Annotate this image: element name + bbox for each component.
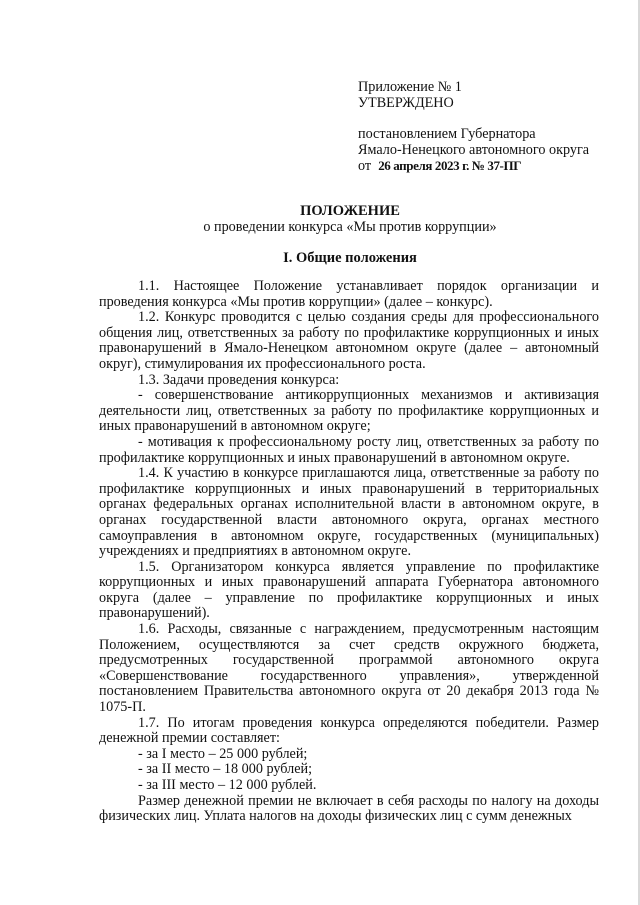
- order-date: 26 апреля 2023 г. № 37-ПГ: [378, 158, 522, 173]
- paragraph-1-2: 1.2. Конкурс проводится с целью создания среды для профессионального общения лиц, ответственных за работу по профилактике коррупционных и иных правонарушений в Ямало-Ненецком автономном округе (далее – автономный округ), стимулирования их профессионального роста.: [99, 309, 599, 372]
- appendix-number: Приложение № 1: [358, 79, 462, 95]
- approved-label: УТВЕРЖДЕНО: [358, 94, 454, 111]
- paragraph-1-6: 1.6. Расходы, связанные с награждением, предусмотренным настоящим Положением, осуществляются за счет средств окружного бюджета, предусмотренных государственной программой автономного округа «Совершенствование государственного управления», утвержденной постановлением Правительства автономного округа от 20 декабря 2013 года № 1075-П.: [99, 621, 599, 716]
- task-item-1: - совершенствование антикоррупционных механизмов и активизация деятельности лиц, ответственных за работу по профилактике коррупционных и иных правонарушений в автономном округе;: [99, 387, 599, 435]
- task-item-2: - мотивация к профессиональному росту лиц, ответственных за работу по профилактике коррупционных и иных правонарушений в автономном округе.: [99, 433, 599, 466]
- section-title: I. Общие положения: [283, 250, 417, 266]
- document-subtitle: о проведении конкурса «Мы против коррупции»: [203, 219, 497, 235]
- prize-second-place: - за II место – 18 000 рублей;: [138, 761, 313, 778]
- paragraph-1-4: 1.4. К участию в конкурсе приглашаются лица, ответственные за работу по профилактике коррупционных и иных правонарушений в территориальных органах федеральных органах исполнительной власти в автономном округе, в органах государственной власти автономного округа, органах местного самоуправления в автономном округе, государственных (муниципальных) учреждениях и предприятиях в автономном округе.: [99, 465, 599, 560]
- approval-stamp-block: [358, 80, 620, 175]
- prize-third-place: - за III место – 12 000 рублей.: [138, 777, 317, 793]
- section-body: [99, 279, 599, 825]
- approved-by-line: постановлением Губернатора: [358, 126, 536, 142]
- prize-tax-note: Размер денежной премии не включает в себя расходы по налогу на доходы физических лиц. Уплата налогов на доходы физических лиц с сумм денежных: [99, 792, 599, 825]
- document-title-block: [60, 203, 640, 235]
- approved-by-region: Ямало-Ненецкого автономного округа: [358, 141, 590, 158]
- document-title: ПОЛОЖЕНИЕ: [300, 203, 400, 219]
- approval-gap: [358, 111, 620, 127]
- paragraph-1-5: 1.5. Организатором конкурса является управление по профилактике коррупционных и иных правонарушений аппарата Губернатора автономного округа (далее – управление по профилактике коррупционных и иных правонарушений).: [99, 558, 599, 622]
- prize-first-place: - за I место – 25 000 рублей;: [138, 745, 308, 762]
- order-line: [358, 158, 620, 175]
- paragraph-1-7: 1.7. По итогам проведения конкурса определяются победители. Размер денежной премии составляет:: [99, 714, 599, 747]
- order-from-label: от: [358, 158, 372, 174]
- paragraph-1-3: 1.3. Задачи проведения конкурса:: [138, 371, 340, 388]
- paragraph-1-1: 1.1. Настоящее Положение устанавливает порядок организации и проведения конкурса «Мы против коррупции» (далее – конкурс).: [99, 278, 599, 310]
